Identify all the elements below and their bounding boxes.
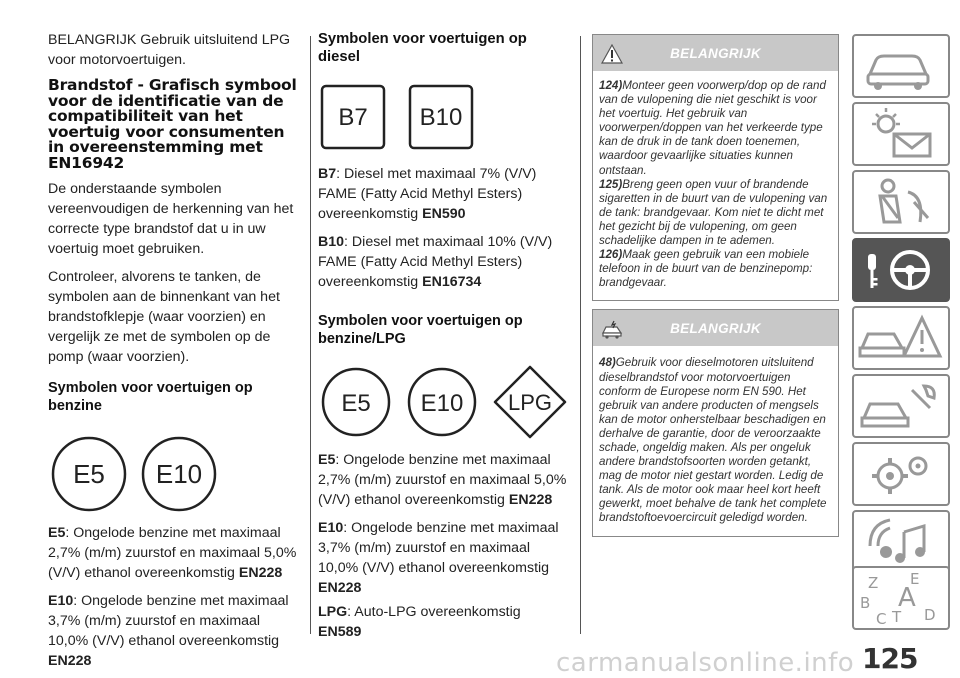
chapter-tab-emergency[interactable] bbox=[852, 306, 950, 370]
svg-text:LPG: LPG bbox=[507, 390, 553, 415]
chapter-tab-technical-data[interactable] bbox=[852, 442, 950, 506]
svg-text:E10: E10 bbox=[420, 390, 464, 417]
lpg-heading: Symbolen voor voertuigen op benzine/LPG bbox=[318, 313, 523, 347]
svg-text:E: E bbox=[910, 570, 920, 588]
column-left bbox=[48, 30, 300, 678]
warning-triangle-icon bbox=[601, 44, 623, 64]
svg-text:Z: Z bbox=[868, 574, 879, 592]
warning-title: BELANGRIJK bbox=[670, 45, 761, 61]
e10-lpg-description: E10: Ongelode benzine met maximaal 3,7% (m/m) zuurstof en maximaal 10,0% (V/V) ethanol overeenkomstig EN228 bbox=[318, 520, 559, 596]
chapter-tab-index[interactable] bbox=[852, 566, 950, 630]
benzine-symbols bbox=[50, 435, 300, 513]
svg-text:E5: E5 bbox=[341, 390, 371, 417]
breakdown-warning-icon bbox=[854, 308, 948, 368]
column-divider bbox=[310, 36, 311, 634]
warning-header bbox=[593, 310, 838, 346]
e10-circle-icon bbox=[140, 435, 218, 513]
lpg-description: LPG: Auto-LPG overeenkomstig EN589 bbox=[318, 604, 521, 640]
chapter-tab-dashboard[interactable] bbox=[852, 34, 950, 98]
watermark: carmanualsonline.info bbox=[556, 648, 855, 678]
section-heading: Brandstof - Grafisch symbool voor de identificatie van de compatibiliteit van het voertuig voor consumenten in overeenstemming met EN16942 bbox=[48, 76, 297, 172]
lpg-symbols bbox=[320, 364, 570, 440]
chapter-tab-multimedia[interactable] bbox=[852, 510, 950, 574]
wrench-car-icon bbox=[854, 376, 948, 436]
page-number: 125 bbox=[862, 642, 918, 675]
intro-text: BELANGRIJK Gebruik uitsluitend LPG voor motorvoertuigen. bbox=[48, 32, 291, 68]
svg-text:B7: B7 bbox=[338, 104, 368, 131]
b7-description: B7: Diesel met maximaal 7% (V/V) FAME (Fatty Acid Methyl Esters) overeenkomstig EN590 bbox=[318, 166, 537, 222]
svg-text:B: B bbox=[860, 594, 871, 612]
column-middle bbox=[318, 30, 570, 650]
chapter-tab-warning-lights[interactable] bbox=[852, 102, 950, 166]
svg-text:T: T bbox=[892, 608, 902, 626]
diesel-heading: Symbolen voor voertuigen op diesel bbox=[318, 31, 527, 65]
lpg-diamond-icon bbox=[492, 364, 568, 440]
b10-description: B10: Diesel met maximaal 10% (V/V) FAME (Fatty Acid Methyl Esters) overeenkomstig EN16734 bbox=[318, 234, 553, 290]
svg-text:B10: B10 bbox=[419, 104, 463, 131]
column-right bbox=[592, 34, 839, 545]
warning-box-2 bbox=[592, 309, 839, 536]
svg-text:E5: E5 bbox=[73, 459, 105, 489]
e10-description: E10: Ongelode benzine met maximaal 3,7% (m/m) zuurstof en maximaal 10,0% (V/V) ethanol overeenkomstig EN228 bbox=[48, 593, 289, 669]
svg-text:E10: E10 bbox=[155, 459, 203, 489]
e10-circle-icon bbox=[406, 366, 478, 438]
e5-description: E5: Ongelode benzine met maximaal 2,7% (m/m) zuurstof en maximaal 5,0% (V/V) ethanol overeenkomstig EN228 bbox=[48, 525, 297, 581]
light-envelope-icon bbox=[854, 104, 948, 164]
svg-text:A: A bbox=[898, 583, 916, 613]
warning-header bbox=[593, 35, 838, 71]
benzine-heading: Symbolen voor voertuigen op benzine bbox=[48, 380, 253, 414]
b10-square-icon bbox=[408, 84, 474, 150]
e5-circle-icon bbox=[50, 435, 128, 513]
signal-music-icon bbox=[854, 512, 948, 572]
warning-box-1 bbox=[592, 34, 839, 301]
gears-icon bbox=[854, 444, 948, 504]
b7-square-icon bbox=[320, 84, 386, 150]
chapter-tab-safety[interactable] bbox=[852, 170, 950, 234]
warning-body: 48)Gebruik voor dieselmotoren uitsluitend dieselbrandstof voor motorvoertuigen conform de Europese norm EN 590. Het gebruik van andere producten of mengsels kan de motor onherstelbaar beschadigen en derhalve de garantie, door de veroorzaakte schade, ongeldig maken. Als per ongeluk andere brandstofsoorten worden getankt, mag de motor niet gestart worden. Ledig de tank. Als de motor ook maar heel kort heeft gewerkt, moet behalve de tank het complete brandstoftoevoercircuit geledigd worden. bbox=[599, 356, 827, 525]
car-damage-icon bbox=[601, 319, 623, 339]
svg-text:C: C bbox=[876, 610, 887, 628]
warning-title: BELANGRIJK bbox=[670, 320, 761, 336]
chapter-tab-starting-driving[interactable] bbox=[852, 238, 950, 302]
paragraph-symbols: De onderstaande symbolen vereenvoudigen de herkenning van het correcte type brandstof dat u in uw voertuig moet gebruiken. bbox=[48, 181, 294, 257]
e5-lpg-description: E5: Ongelode benzine met maximaal 2,7% (m/m) zuurstof en maximaal 5,0% (V/V) ethanol overeenkomstig EN228 bbox=[318, 452, 567, 508]
svg-text:D: D bbox=[924, 606, 936, 624]
e5-circle-icon bbox=[320, 366, 392, 438]
warning-body: 124)Monteer geen voorwerp/dop op de rand van de vulopening die niet geschikt is voor het voertuig. Het gebruik van voorwerpen/doppen van het verkeerde type kan de druk in de tank doen toenemen, waardoor gevaarlijke situaties kunnen ontstaan. 125)Breng geen open vuur of brandende sigaretten in de buurt van de vulopening van de tank: brandgevaar. Kom niet te dicht met het gezicht bij de vulopening, om geen schadelijke dampen in te ademen. 126)Maak geen gebruik van een mobiele telefoon in de buurt van de benzinepomp: brandgevaar. bbox=[599, 79, 828, 290]
alphabet-index-icon bbox=[854, 568, 948, 628]
seatbelt-passenger-icon bbox=[854, 172, 948, 232]
paragraph-check: Controleer, alvorens te tanken, de symbolen aan de binnenkant van het brandstofklepje (waar voorzien) en vergelijk ze met de symbolen op de pomp (waar voorzien). bbox=[48, 269, 280, 365]
key-steering-wheel-icon bbox=[854, 240, 948, 300]
column-divider bbox=[580, 36, 581, 634]
car-icon bbox=[854, 36, 948, 96]
chapter-tab-maintenance[interactable] bbox=[852, 374, 950, 438]
diesel-symbols bbox=[320, 84, 570, 150]
